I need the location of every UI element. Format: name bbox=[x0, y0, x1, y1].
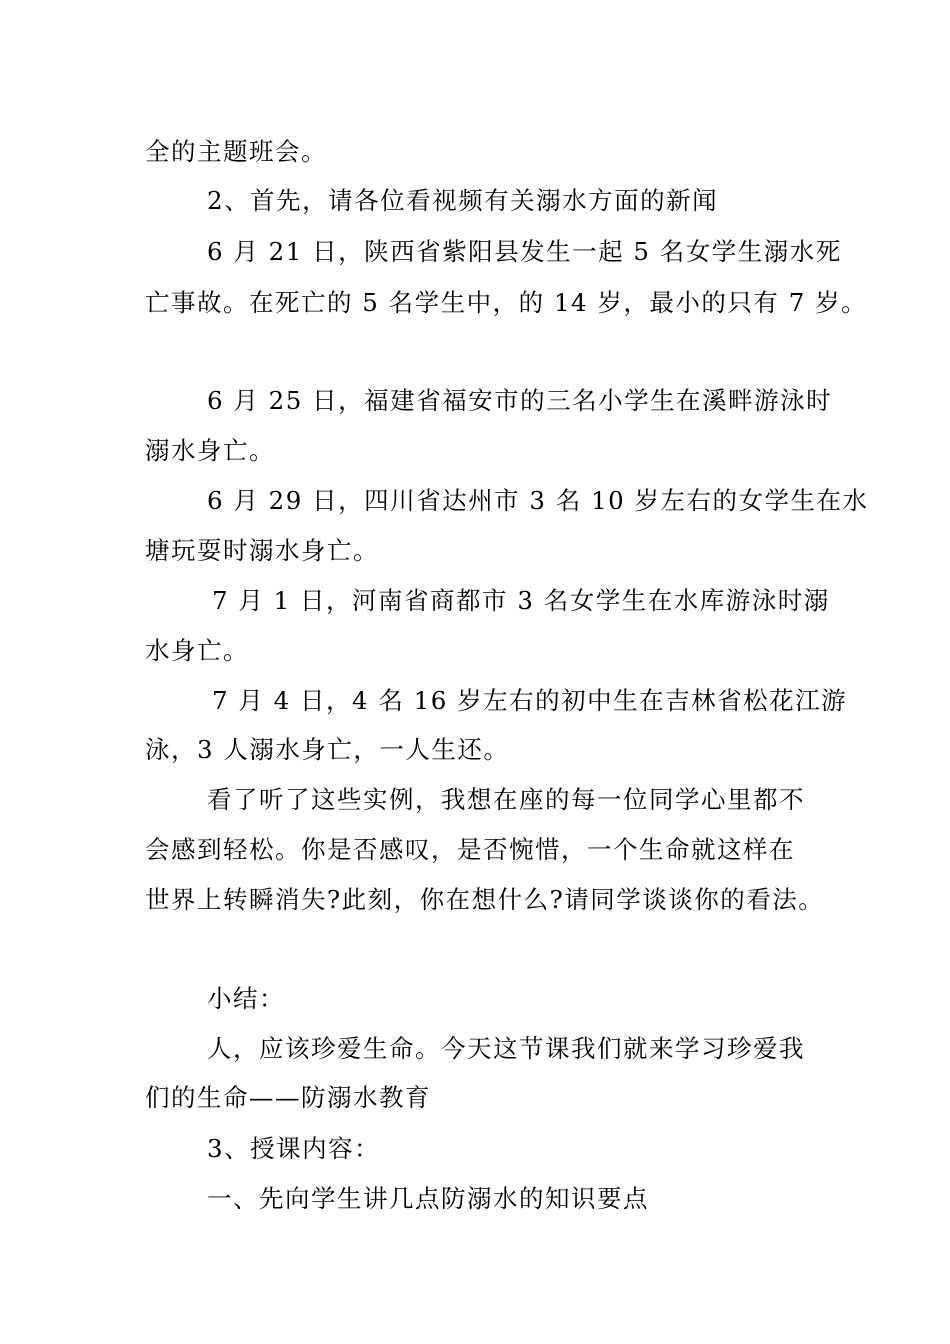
text-line: 小结： bbox=[207, 984, 285, 1013]
text-line: 全的主题班会。 bbox=[145, 137, 327, 166]
text-line: 6 月 29 日，四川省达州市 3 名 10 岁左右的女学生在水 bbox=[207, 486, 869, 515]
text-line: 一、先向学生讲几点防溺水的知识要点 bbox=[207, 1184, 649, 1213]
text-line: 会感到轻松。你是否感叹，是否惋惜，一个生命就这样在 bbox=[145, 835, 795, 864]
text-line: 世界上转瞬消失?此刻，你在想什么?请同学谈谈你的看法。 bbox=[145, 885, 825, 914]
text-line: 们的生命——防溺水教育 bbox=[145, 1083, 431, 1112]
text-line: 塘玩耍时溺水身亡。 bbox=[145, 536, 379, 565]
text-line: 6 月 25 日，福建省福安市的三名小学生在溪畔游泳时 bbox=[207, 386, 833, 415]
text-line: 亡事故。在死亡的 5 名学生中，的 14 岁，最小的只有 7 岁。 bbox=[145, 288, 868, 317]
text-line: 水身亡。 bbox=[145, 636, 249, 665]
text-line: 人，应该珍爱生命。今天这节课我们就来学习珍爱我 bbox=[207, 1034, 805, 1063]
text-line: 7 月 4 日，4 名 16 岁左右的初中生在吉林省松花江游 bbox=[212, 686, 848, 715]
text-line: 溺水身亡。 bbox=[145, 436, 275, 465]
text-line: 泳，3 人溺水身亡，一人生还。 bbox=[145, 735, 510, 764]
text-line: 7 月 1 日，河南省商都市 3 名女学生在水库游泳时溺 bbox=[212, 586, 830, 615]
text-line: 看了听了这些实例，我想在座的每一位同学心里都不 bbox=[207, 785, 805, 814]
text-line: 3、授课内容： bbox=[207, 1134, 381, 1163]
text-line: 6 月 21 日，陕西省紫阳县发生一起 5 名女学生溺水死 bbox=[207, 237, 842, 266]
text-line: 2、首先，请各位看视频有关溺水方面的新闻 bbox=[207, 186, 719, 215]
